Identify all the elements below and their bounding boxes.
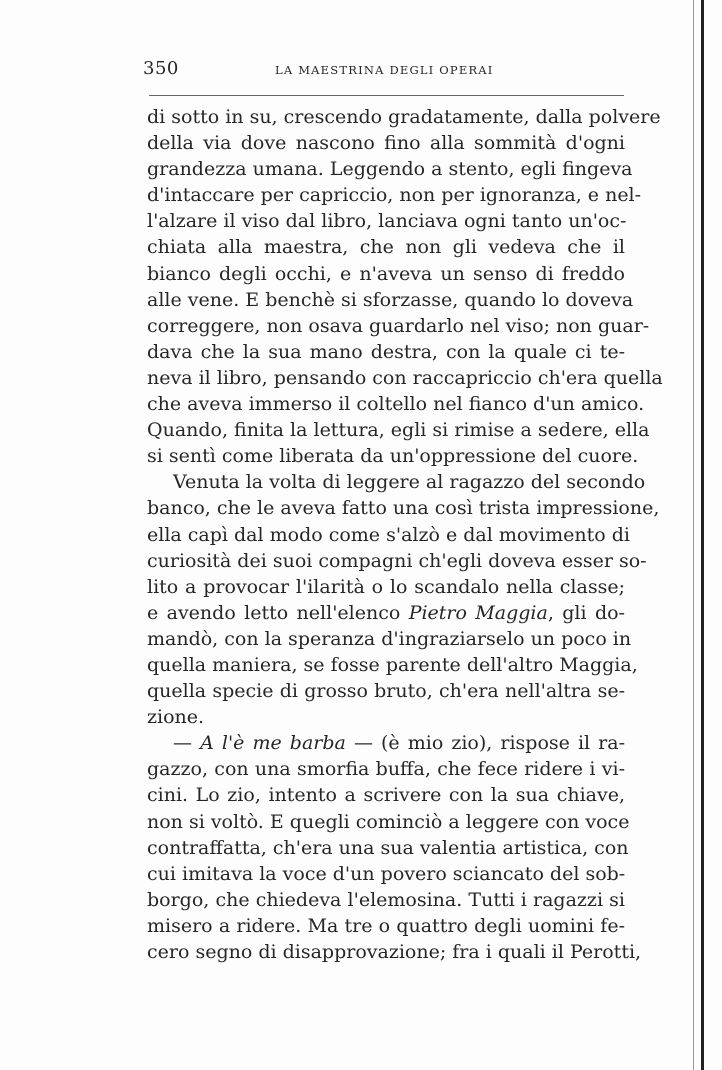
text-line: cui imitava la voce d'un povero sciancato del sob- [147,862,626,885]
text-line [147,730,625,756]
text-line: cero segno di disapprovazione; fra i quali il Perotti, [147,941,642,963]
text-line: non si voltò. E quegli cominciò a leggere con voce [147,810,630,833]
text-line: ella capì dal modo come s'alzò e dal movimento di [147,523,630,546]
text-line: Venuta la volta di leggere al ragazzo del secondo [173,471,646,494]
text-line: cini. Lo zio, intento a scrivere con la sua chiave, [147,784,625,807]
text-line: contraffatta, ch'era una sua valentia artistica, con [147,836,629,859]
text-line: di sotto in su, crescendo gradatamente, dalla polvere [147,106,661,128]
page-edge [701,0,704,1070]
text-run: — [173,732,201,755]
italic-name: Pietro Maggia [408,601,548,624]
page-edge-shadow [693,0,694,1070]
text-line: quella specie di grosso bruto, ch'era nell'altra se- [147,680,625,703]
running-title: LA MAESTRINA DEGLI OPERAI [275,63,494,77]
page-header [143,58,623,84]
text-line: banco, che le aveva fatto una così trista impressione, [147,497,660,520]
text-line: misero a ridere. Ma tre o quattro degli uomini fe- [147,914,625,937]
text-line: neva il libro, pensando con raccapriccio ch'era quella [147,366,663,389]
text-line: mandò, con la speranza d'ingraziarselo un poco in [147,627,632,650]
text-line: bianco degli occhi, e n'aveva un senso di freddo [147,262,625,285]
text-line: borgo, che chiedeva l'elemosina. Tutti i ragazzi si [147,888,625,911]
text-line: curiosità dei suoi compagni ch'egli doveva esser so- [147,549,647,572]
text-line [147,600,625,626]
text-line: gazzo, con una smorfia buffa, che fece ridere i vi- [147,758,625,781]
text-line: correggere, non osava guardarlo nel viso; non guar- [147,314,650,337]
text-run: e avendo letto nell'elenco [147,601,409,624]
text-line: quella maniera, se fosse parente dell'altro Maggia, [147,653,638,676]
text-line: alle vene. E benchè si sforzasse, quando lo doveva [147,288,634,311]
text-line: l'alzare il viso dal libro, lanciava ogni tanto un'oc- [147,210,627,233]
text-line: si sentì come liberata da un'oppressione del cuore. [147,445,639,468]
page-number: 350 [143,58,179,79]
text-run: — (è mio zio), rispose il ra- [345,732,625,755]
text-line: che aveva immerso il coltello nel fianco d'un amico. [147,393,645,416]
text-line: d'intaccare per capriccio, non per ignoranza, e nel- [147,184,642,207]
header-rule [149,95,624,96]
text-line: dava che la sua mano destra, con la quale ci te- [147,340,625,363]
text-line: zione. [147,706,205,729]
text-line: lito a provocar l'ilarità o lo scandalo nella classe; [147,575,625,598]
body-text [147,104,663,965]
text-run: , gli do- [547,601,625,624]
italic-dialect: A l'è me barba [200,732,346,755]
text-line: grandezza umana. Leggendo a stento, egli fingeva [147,158,633,181]
text-line: della via dove nascono fino alla sommità d'ogni [147,132,625,155]
text-line: Quando, finita la lettura, egli si rimise a sedere, ella [147,419,650,442]
text-line: chiata alla maestra, che non gli vedeva che il [147,236,625,259]
